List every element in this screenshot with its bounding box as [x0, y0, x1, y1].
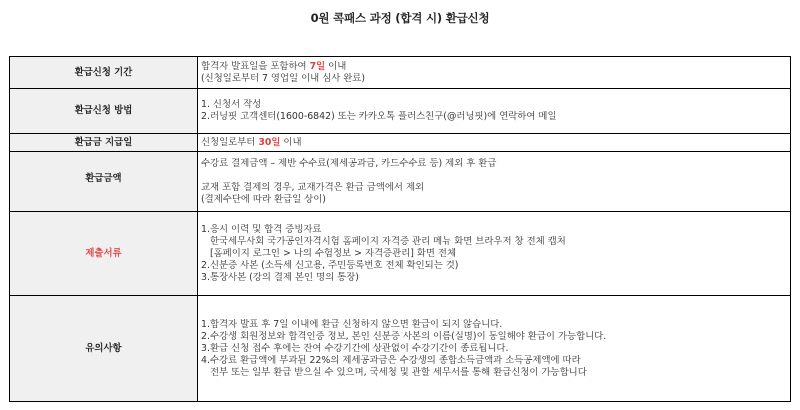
label-notes: 유의사항	[10, 296, 198, 402]
label-payment-date: 환급금 지급일	[10, 134, 198, 152]
text-line: 4.수강료 환급액에 부과된 22%의 제세공과금은 수강생의 종합소득금액과 소득공제액에 따라	[201, 354, 581, 366]
text-line: 1.합격자 발표 후 7일 이내에 환급 신청하지 않으면 환급이 되지 않습니다.	[201, 318, 503, 330]
value-required-documents	[198, 212, 791, 296]
text-line: 수강료 결제금액 – 제반 수수료(제세공과금, 카드수수료 등) 제외 후 환급	[201, 157, 497, 169]
highlight-text: 7일	[309, 60, 326, 72]
text-segment: 이내	[280, 136, 302, 148]
text-line: 3.통장사본 (강의 결제 본인 명의 통장)	[201, 271, 359, 283]
text-line	[201, 137, 790, 149]
text-line: 전부 또는 일부 환급 받으실 수 있으며, 국세청 및 관할 세무서를 통해 환급신청이 가능합니다	[201, 366, 587, 378]
label-required-documents: 제출서류	[10, 212, 198, 296]
text-line: 2.신분증 사본 (소득세 신고용, 주민등록번호 전체 확인되는 것)	[201, 259, 459, 271]
value-notes	[198, 296, 791, 402]
highlight-text: 30일	[258, 136, 281, 148]
table-row	[10, 152, 791, 212]
value-refund-amount	[198, 152, 791, 212]
text-line: 한국세무사회 국가공인자격시험 홈페이지 자격증 관리 메뉴 화면 브라우저 창 전체 캡처	[201, 235, 566, 247]
label-refund-amount	[10, 152, 198, 212]
table-row	[10, 296, 791, 402]
page-title: 0원 콕패스 과정 (합격 시) 환급신청	[310, 11, 490, 25]
label-refund-period: 환급신청 기간	[10, 57, 198, 89]
label-refund-method: 환급신청 방법	[10, 89, 198, 134]
text-segment: 합격자 발표일을 포함하여	[201, 60, 310, 72]
text-line: 1. 신청서 작성	[201, 99, 262, 110]
value-refund-period	[198, 57, 791, 89]
text-line: (신청일로부터 7 영업일 이내 심사 완료)	[201, 72, 366, 84]
text-line: 2.러닝핏 고객센터(1600-6842) 또는 카카오톡 플러스친구(@러닝핏)에 연락하여 메일	[201, 111, 557, 122]
table-row	[10, 89, 791, 134]
blank-line	[201, 170, 790, 182]
text-line: 교재 포함 결제의 경우, 교재가격은 환급 금액에서 제외	[201, 181, 425, 193]
label-text: 환급금액	[85, 172, 122, 184]
table-row	[10, 212, 791, 296]
text-segment: 신청일로부터	[201, 136, 259, 148]
table-row	[10, 134, 791, 152]
text-segment: 이내	[325, 60, 347, 72]
text-line: 1.응시 이력 및 합격 증빙자료	[201, 223, 322, 235]
refund-info-table	[9, 56, 791, 402]
value-refund-method	[198, 89, 791, 134]
value-payment-date	[198, 134, 791, 152]
text-line: [홈페이지 로그인 > 나의 수험정보 > 자격증관리] 화면 전체	[201, 247, 457, 259]
text-line: 2.수강생 회원정보와 합격인증 정보, 본인 신분증 사본의 이름(실명)이 동일해야 환급이 가능합니다.	[201, 330, 607, 342]
text-line: 3.환급 신청 접수 후에는 잔여 수강기간에 상관없이 수강기간이 종료됩니다.	[201, 342, 509, 354]
text-line: (결제수단에 따라 환급일 상이)	[201, 193, 326, 205]
table-row	[10, 57, 791, 89]
text-line	[201, 61, 790, 73]
